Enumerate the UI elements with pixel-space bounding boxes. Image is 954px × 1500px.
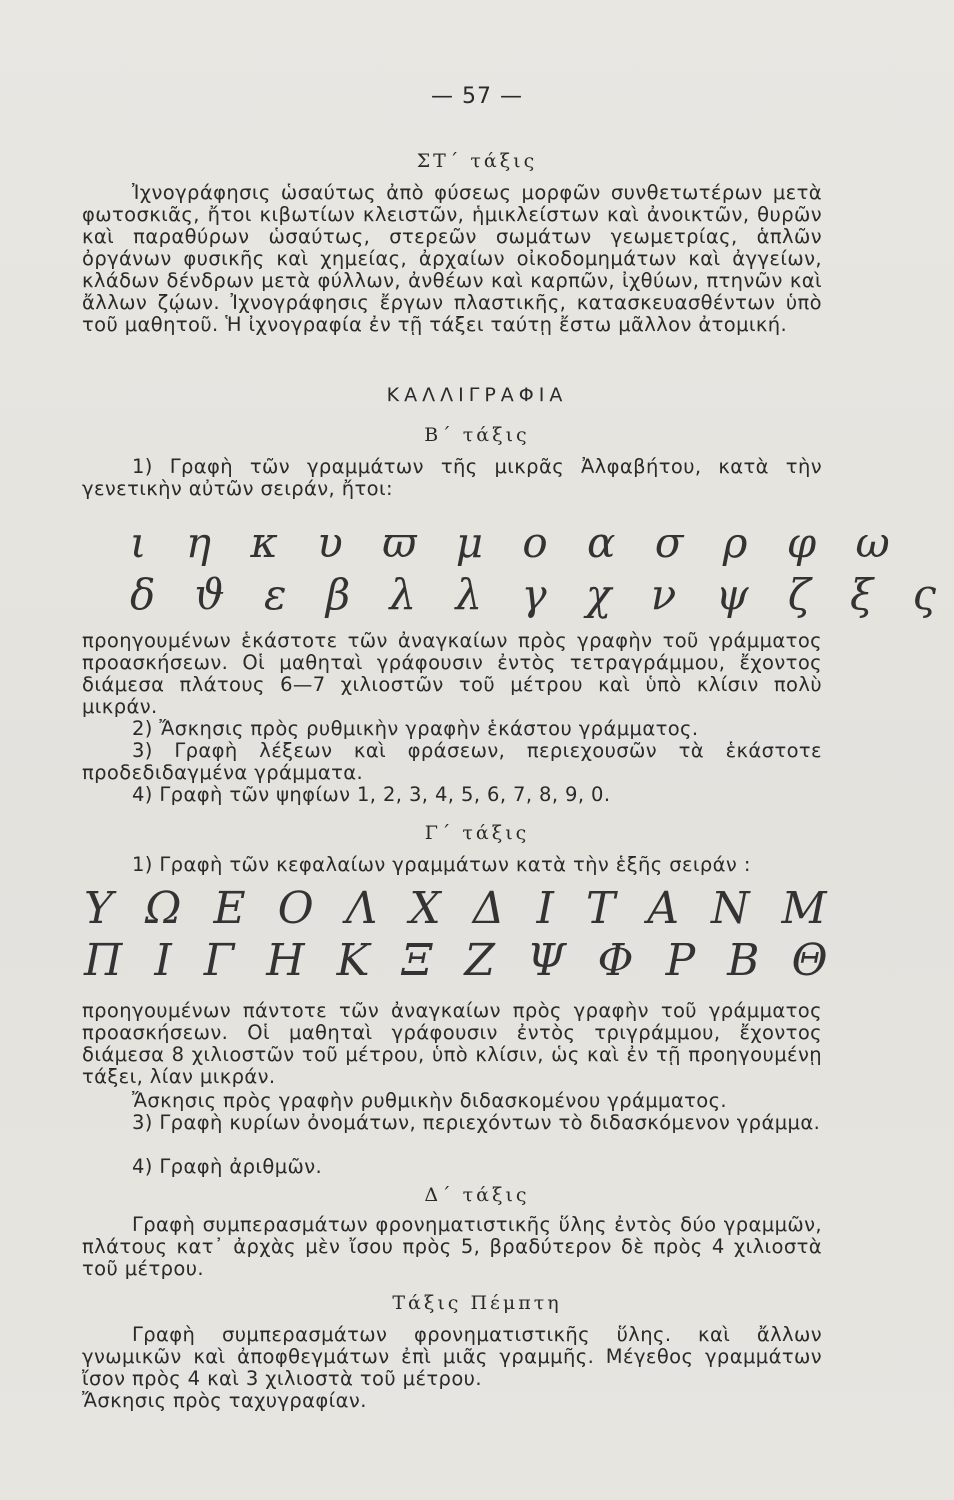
heading-kalligrafia: ΚΑΛΛΙΓΡΑΦΙΑ: [386, 384, 568, 406]
st-paragraph: Ἰχνογράφησις ὡσαύτως ἀπὸ φύσεως μορφῶν συνθετωτέρων μετὰ φωτοσκιᾶς, ἤτοι κιβωτίων κλειστῶν, ἡμικλείστων καὶ ἀνοικτῶν, θυρῶν καὶ παραθύρων ὡσαύτως, στερεῶν σωμάτων γεωμετρίας, ἁπλῶν ὀργάνων φυσικῆς καὶ χημείας, ἀρχαίων οἰκοδομημάτων καὶ ἀγγείων, κλάδων δένδρων μετὰ φύλλων, ἀνθέων καὶ καρπῶν, ἰχθύων, πτηνῶν καὶ ἄλλων ζῴων. Ἰχνογράφησις ἔργων πλαστικῆς, κατασκευασθέντων ὑπὸ τοῦ μαθητοῦ. Ἡ ἰχνογραφία ἐν τῇ τάξει ταύτῃ ἔστω μᾶλλον ἀτομική.: [82, 181, 822, 336]
g-item-1: 1) Γραφὴ τῶν κεφαλαίων γραμμάτων κατὰ τὴν ἑξῆς σειράν :: [132, 853, 751, 876]
g-script-row-1: Υ Ω Ε Ο Λ Χ Δ Ι Τ Α Ν Μ: [84, 883, 831, 934]
g-script-row-2: Π Ι Γ Η Κ Ξ Ζ Ψ Φ Ρ Β Θ: [84, 935, 832, 986]
g-item-2: Ἄσκησις πρὸς γραφὴν ρυθμικὴν διδασκομένου γράμματος.: [132, 1089, 728, 1112]
heading-taxis-pempti: Τάξις Πέμπτη: [392, 1292, 562, 1314]
b-item-4: 4) Γραφὴ τῶν ψηφίων 1, 2, 3, 4, 5, 6, 7, 8, 9, 0.: [132, 783, 611, 806]
heading-b-taxis: Β΄ τάξις: [424, 424, 530, 446]
b-script-row-2: δ ϑ ε β λ λ γ χ ν ψ ζ ξ ς: [130, 570, 943, 619]
e-paragraph: Γραφὴ συμπερασμάτων φρονηματιστικῆς ὕλης. καὶ ἄλλων γνωμικῶν καὶ ἀποφθεγμάτων ἐπὶ μιᾶς γραμμῆς. Μέγεθος γραμμάτων ἴσον πρὸς 4 καὶ 3 χιλιοστὰ τοῦ μέτρου.: [82, 1323, 822, 1390]
b-paragraph: προηγουμένων ἑκάστοτε τῶν ἀναγκαίων πρὸς γραφὴν τοῦ γράμματος προασκήσεων. Οἱ μαθηταὶ γράφουσιν ἐντὸς τετραγράμμου, ἔχοντος διάμεσα πλάτους 6—7 χιλιοστῶν τοῦ μέτρου καὶ ὑπὸ κλίσιν πολὺ μικράν.: [82, 629, 822, 718]
b-script-row-1: ι η κ υ ϖ μ ο α σ ρ φ ω: [130, 518, 896, 567]
heading-d-taxis: Δ΄ τάξις: [424, 1184, 530, 1206]
heading-st-taxis: ΣΤ΄ τάξις: [416, 150, 538, 172]
page-number: — 57 —: [431, 84, 523, 109]
b-item-2: 2) Ἄσκησις πρὸς ρυθμικὴν γραφὴν ἑκάστου γράμματος.: [132, 717, 699, 740]
b-item-3: 3) Γραφὴ λέξεων καὶ φράσεων, περιεχουσῶν τὰ ἑκάστοτε προδεδιδαγμένα γράμματα.: [82, 739, 822, 784]
g-item-3: 3) Γραφὴ κυρίων ὀνομάτων, περιεχόντων τὸ διδασκόμενον γράμμα.: [132, 1111, 821, 1134]
e-item: Ἄσκησις πρὸς ταχυγραφίαν.: [82, 1389, 367, 1412]
g-paragraph: προηγουμένων πάντοτε τῶν ἀναγκαίων πρὸς γραφὴν τοῦ γράμματος προασκήσεων. Οἱ μαθηταὶ γράφουσιν ἐντὸς τριγράμμου, ἔχοντος διάμεσα 8 χιλιοστῶν τοῦ μέτρου, ὑπὸ κλίσιν, ὡς καὶ ἐν τῇ προηγουμένῃ τάξει, λίαν μικράν.: [82, 999, 822, 1088]
d-paragraph: Γραφὴ συμπερασμάτων φρονηματιστικῆς ὕλης ἐντὸς δύο γραμμῶν, πλάτους κατ᾿ ἀρχὰς μὲν ἴσου πρὸς 5, βραδύτερον δὲ πρὸς 4 χιλιοστὰ τοῦ μέτρου.: [82, 1213, 822, 1280]
heading-g-taxis: Γ΄ τάξις: [424, 822, 530, 844]
g-item-4: 4) Γραφὴ ἀριθμῶν.: [132, 1155, 323, 1178]
b-item-1: 1) Γραφὴ τῶν γραμμάτων τῆς μικρᾶς Ἀλφαβήτου, κατὰ τὴν γενετικὴν αὐτῶν σειράν, ἤτοι:: [82, 455, 822, 500]
